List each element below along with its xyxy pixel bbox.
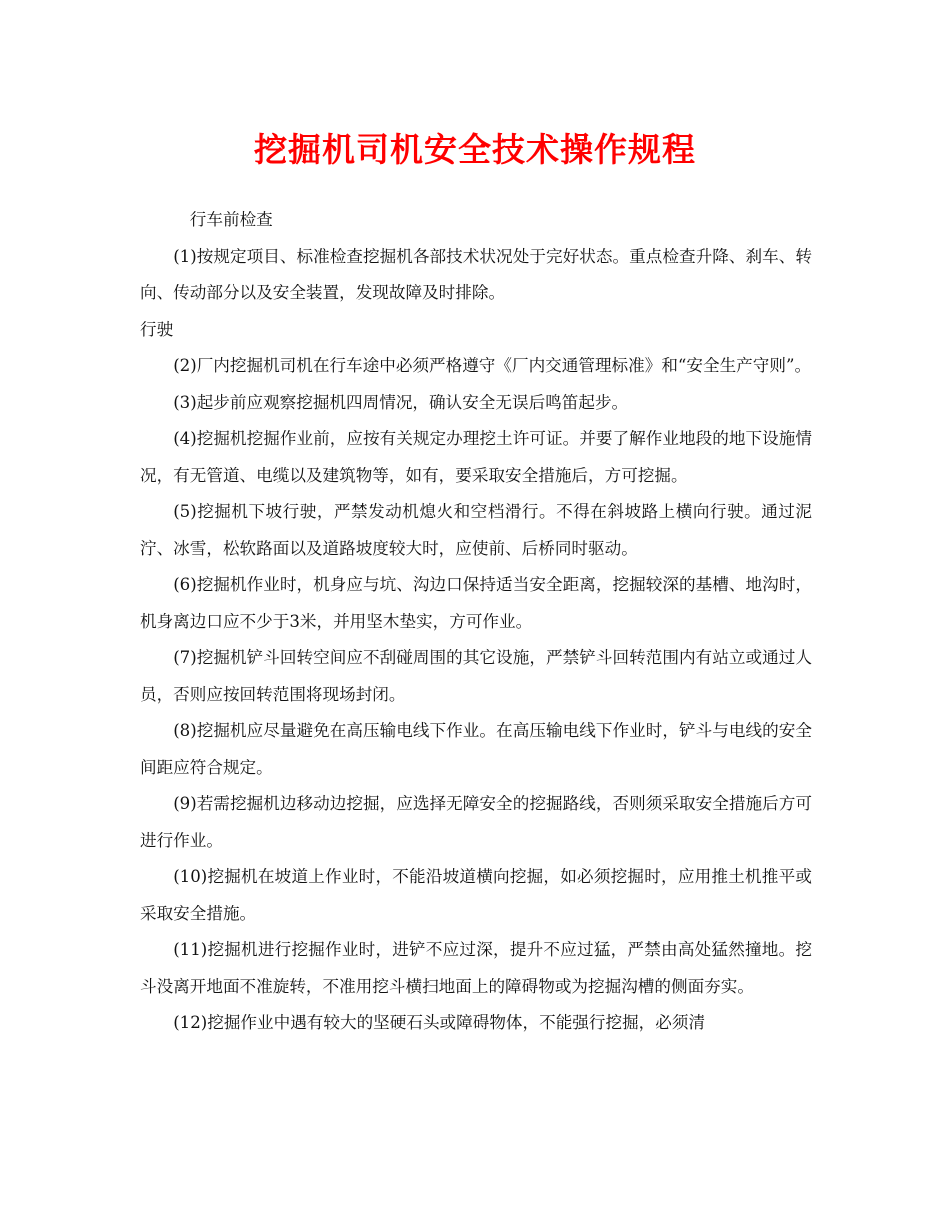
paragraph-8: (8)挖掘机应尽量避免在高压输电线下作业。在高压输电线下作业时，铲斗与电线的安全间距应符合规定。 xyxy=(140,721,812,777)
document-title: 挖掘机司机安全技术操作规程 xyxy=(254,130,696,169)
paragraph-10: (10)挖掘机在坡道上作业时，不能沿坡道横向挖掘，如必须挖掘时，应用推土机推平或采取安全措施。 xyxy=(140,867,812,923)
paragraph-7: (7)挖掘机铲斗回转空间应不刮碰周围的其它设施，严禁铲斗回转范围内有站立或通过人员，否则应按回转范围将现场封闭。 xyxy=(140,648,812,704)
paragraph-6: (6)挖掘机作业时，机身应与坑、沟边口保持适当安全距离，挖掘较深的基槽、地沟时，机身离边口应不少于3米，并用坚木垫实，方可作业。 xyxy=(140,575,812,631)
section-heading-pre-drive-check: 行车前检查 xyxy=(189,210,273,229)
paragraph-5: (5)挖掘机下坡行驶，严禁发动机熄火和空档滑行。不得在斜坡路上横向行驶。通过泥泞、冰雪，松软路面以及道路坡度较大时，应使前、后桥同时驱动。 xyxy=(140,502,812,558)
paragraph-9: (9)若需挖掘机边移动边挖掘，应选择无障安全的挖掘路线，否则须采取安全措施后方可进行作业。 xyxy=(140,794,812,850)
paragraph-11: (11)挖掘机进行挖掘作业时，进铲不应过深，提升不应过猛，严禁由高处猛然撞地。挖斗没离开地面不准旋转，不准用挖斗横扫地面上的障碍物或为挖掘沟槽的侧面夯实。 xyxy=(140,940,812,996)
section-heading-driving: 行驶 xyxy=(140,319,174,339)
paragraph-12: (12)挖掘作业中遇有较大的坚硬石头或障碍物体，不能强行挖掘，必须清 xyxy=(173,1013,706,1032)
paragraph-3: (3)起步前应观察挖掘机四周情况，确认安全无误后鸣笛起步。 xyxy=(173,392,629,412)
paragraph-1: (1)按规定项目、标准检查挖掘机各部技术状况处于完好状态。重点检查升降、刹车、转向、传动部分以及安全装置，发现故障及时排除。 xyxy=(140,246,812,302)
paragraph-4: (4)挖掘机挖掘作业前，应按有关规定办理挖土许可证。并要了解作业地段的地下设施情况，有无管道、电缆以及建筑物等，如有，要采取安全措施后，方可挖掘。 xyxy=(140,429,812,485)
paragraph-2: (2)厂内挖掘机司机在行车途中必须严格遵守《厂内交通管理标准》和“安全生产守则”。 xyxy=(173,356,812,375)
document-body xyxy=(140,202,812,1042)
